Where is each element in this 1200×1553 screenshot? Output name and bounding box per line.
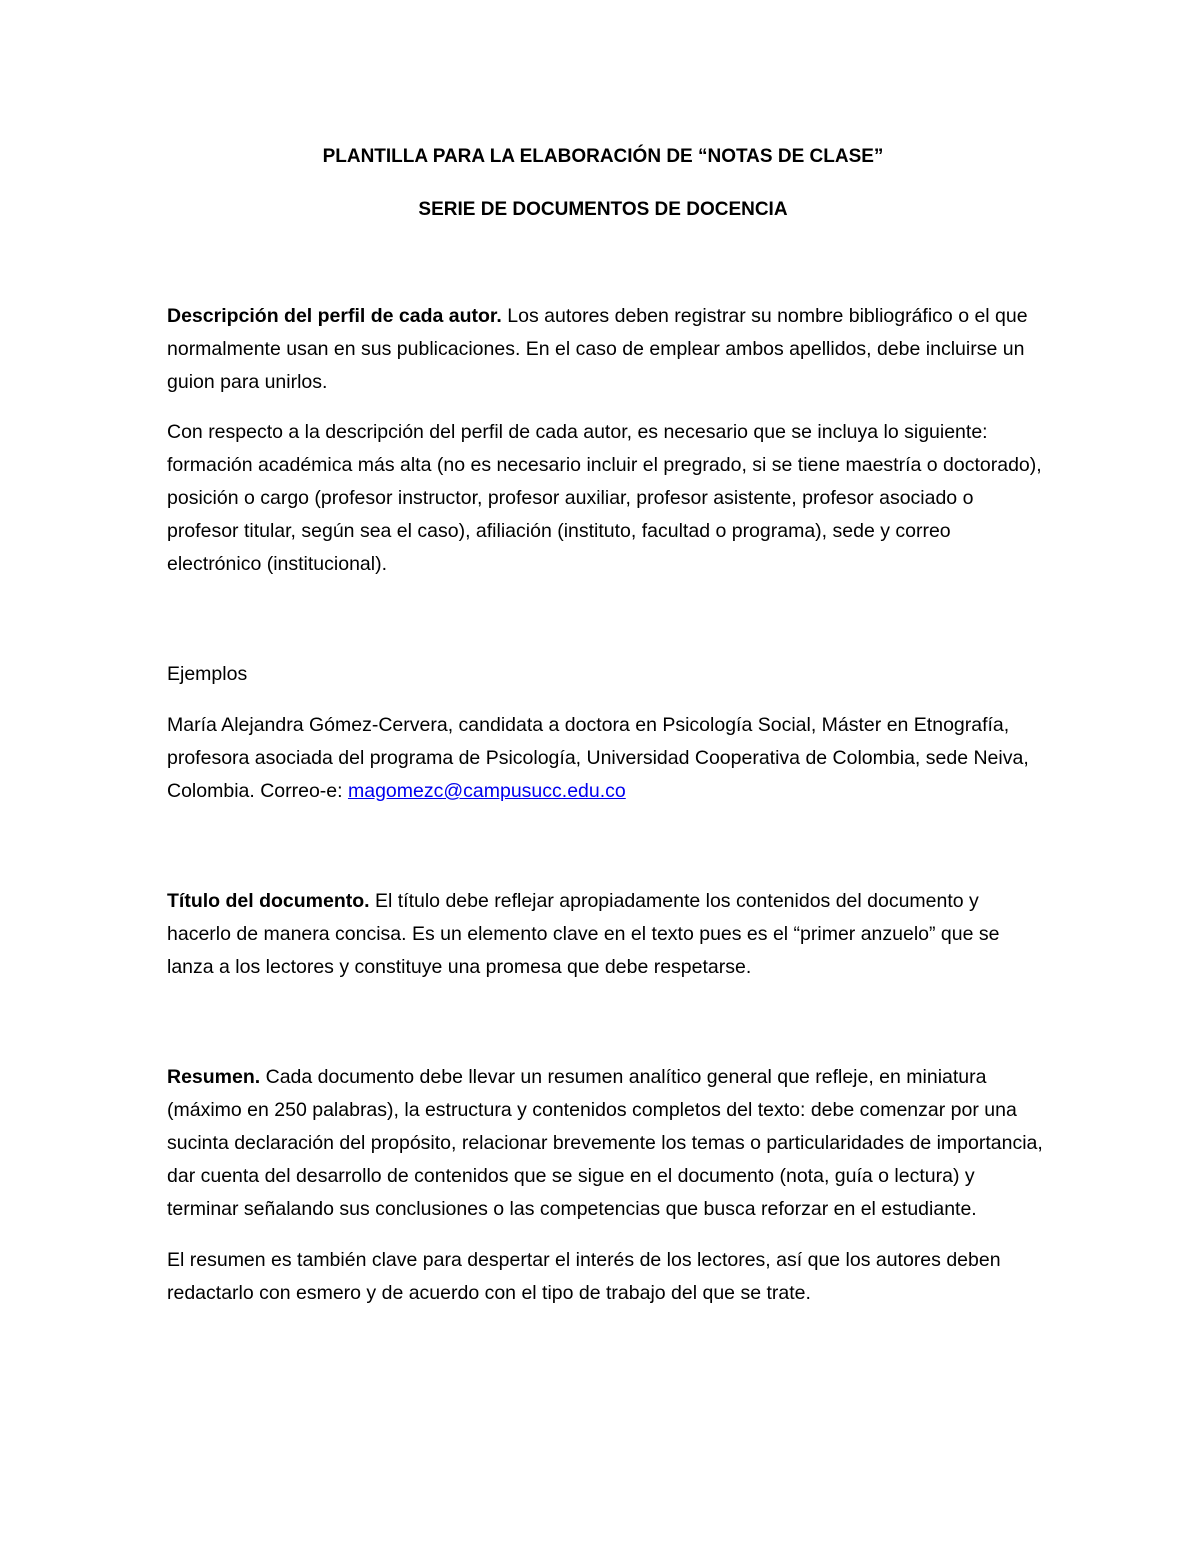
document-title: PLANTILLA PARA LA ELABORACIÓN DE “NOTAS DE CLASE”: [322, 146, 884, 167]
resumen-paragraph: [167, 1061, 1047, 1226]
autor-paragraph: [167, 300, 1047, 399]
document-subtitle: SERIE DE DOCUMENTOS DE DOCENCIA: [418, 199, 788, 220]
titulo-heading: Título del documento.: [167, 890, 370, 912]
resumen-text: Cada documento debe llevar un resumen analítico general que refleje, en miniatura (máximo en 250 palabras), la estructura y contenidos completos del texto: debe comenzar por una sucinta declaración del propósito, relacionar brevemente los temas o particularidades de importancia, dar cuenta del desarrollo de contenidos que se sigue en el documento (nota, guía o lectura) y terminar señalando sus conclusiones o las competencias que busca reforzar en el estudiante.: [167, 1066, 1043, 1220]
resumen-heading: Resumen.: [167, 1066, 261, 1088]
resumen-paragraph-2: El resumen es también clave para despertar el interés de los lectores, así que los autores deben redactarlo con esmero y de acuerdo con el tipo de trabajo del que se trate.: [167, 1249, 1001, 1304]
document-body: [167, 140, 1047, 1310]
titulo-paragraph: [167, 885, 1047, 984]
ejemplos-text: María Alejandra Gómez-Cervera, candidata a doctora en Psicología Social, Máster en Etnografía, profesora asociada del programa de Psicología, Universidad Cooperativa de Colombia, sede Neiva, Colombia. Correo-e:: [167, 714, 1029, 802]
email-link[interactable]: magomezc@campusucc.edu.co: [347, 780, 626, 802]
ejemplos-paragraph: [167, 709, 1047, 808]
autor-text: Los autores deben registrar su nombre bibliográfico o el que normalmente usan en sus publicaciones. En el caso de emplear ambos apellidos, debe incluirse un guion para unirlos.: [167, 305, 1028, 393]
titulo-text: El título debe reflejar apropiadamente los contenidos del documento y hacerlo de manera concisa. Es un elemento clave en el texto pues es el “primer anzuelo” que se lanza a los lectores y constituye una promesa que debe respetarse.: [167, 890, 1000, 978]
ejemplos-heading: Ejemplos: [167, 663, 248, 685]
autor-heading: Descripción del perfil de cada autor.: [167, 305, 502, 327]
autor-paragraph-2: Con respecto a la descripción del perfil de cada autor, es necesario que se incluya lo siguiente: formación académica más alta (no es necesario incluir el pregrado, si se tiene maestría o doctorado), posición o cargo (profesor instructor, profesor auxiliar, profesor asistente, profesor asociado o profesor titular, según sea el caso), afiliación (instituto, facultad o programa), sede y correo electrónico (institucional).: [167, 421, 1042, 575]
